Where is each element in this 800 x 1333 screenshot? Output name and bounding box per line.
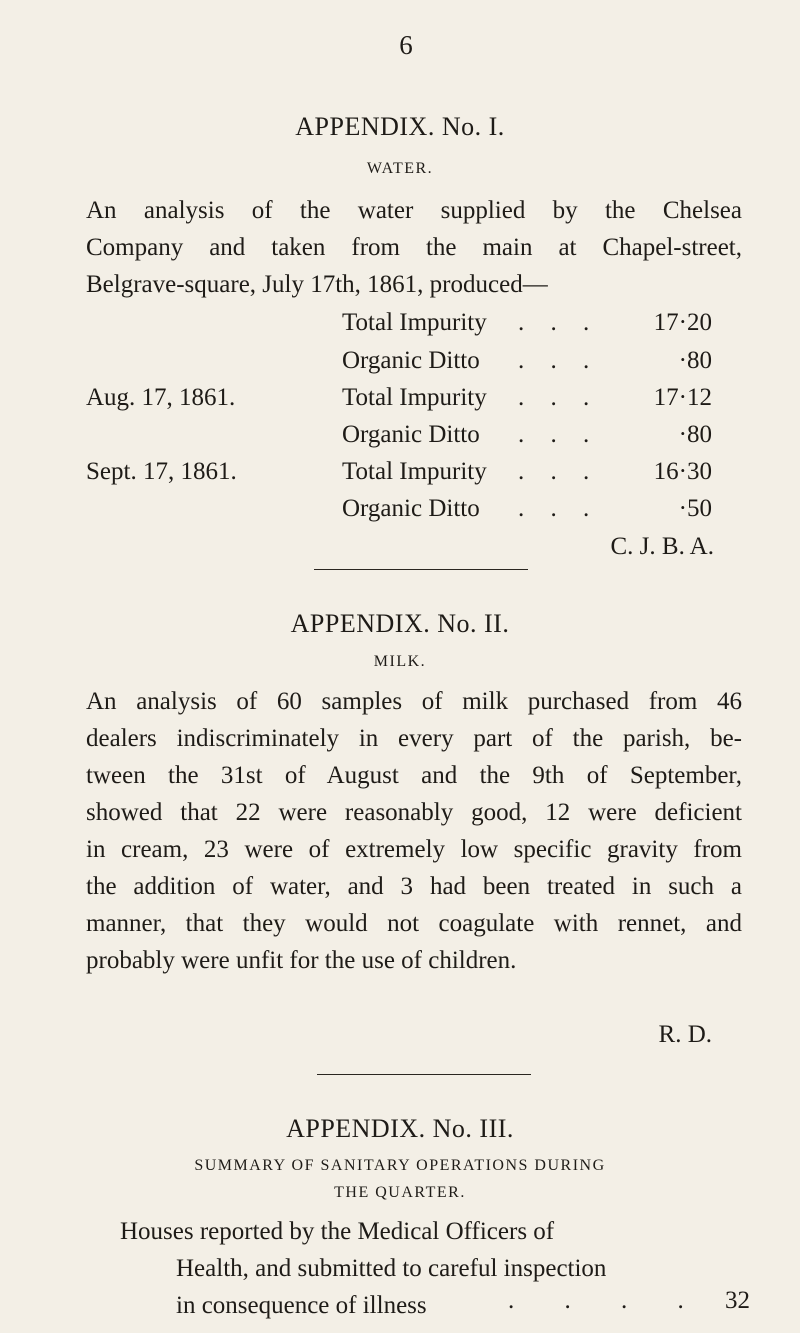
appendix-3-heading: APPENDIX. No. III. — [286, 1114, 514, 1143]
appendix-2-paragraph — [86, 683, 742, 979]
row-dots: . . . — [518, 495, 600, 522]
paragraph-line: probably were unfit for the use of children. — [86, 947, 517, 974]
summary-value: 32 — [725, 1287, 750, 1314]
appendix-2-signature: R. D. — [658, 1021, 712, 1048]
row-value: ·80 — [678, 347, 712, 374]
summary-line: Health, and submitted to careful inspection — [176, 1255, 607, 1282]
paragraph-line: tween the 31st of August and the 9th of September, — [86, 762, 742, 789]
appendix-1-signature: C. J. B. A. — [610, 533, 714, 560]
summary-line: Houses reported by the Medical Officers of — [120, 1218, 555, 1245]
row-date: Aug. 17, 1861. — [86, 384, 236, 411]
appendix-1-paragraph — [86, 192, 742, 303]
section-divider — [317, 1074, 531, 1075]
paragraph-line: the addition of water, and 3 had been treated in such a — [86, 873, 742, 900]
row-value: 16·30 — [653, 458, 712, 485]
appendix-2-heading: APPENDIX. No. II. — [290, 609, 510, 638]
row-dots: . . . — [518, 309, 600, 336]
row-value: 17·20 — [653, 309, 712, 336]
row-label: Total Impurity — [342, 384, 487, 411]
paragraph-line: manner, that they would not coagulate with rennet, and — [86, 910, 742, 937]
row-dots: . . . — [518, 421, 600, 448]
paragraph-line: in cream, 23 were of extremely low specific gravity from — [86, 836, 742, 863]
row-label: Organic Ditto — [342, 421, 480, 448]
appendix-2-subheading: MILK. — [373, 653, 427, 670]
paragraph-line: Belgrave-square, July 17th, 1861, produced— — [86, 271, 548, 298]
row-dots: . . . — [518, 458, 600, 485]
page-number: 6 — [399, 30, 413, 60]
section-divider — [314, 569, 528, 570]
summary-line: in consequence of illness — [176, 1292, 427, 1319]
row-dots: . . . — [518, 384, 600, 411]
paragraph-line: showed that 22 were reasonably good, 12 were deficient — [86, 799, 742, 826]
appendix-1-heading: APPENDIX. No. I. — [295, 112, 505, 141]
row-label: Organic Ditto — [342, 495, 480, 522]
paragraph-line: dealers indiscriminately in every part of the parish, be- — [86, 725, 742, 752]
row-value: 17·12 — [653, 384, 712, 411]
row-label: Total Impurity — [342, 458, 487, 485]
appendix-3-subheading: THE QUARTER. — [334, 1184, 466, 1201]
row-label: Organic Ditto — [342, 347, 480, 374]
row-label: Total Impurity — [342, 309, 487, 336]
row-value: ·50 — [678, 495, 712, 522]
row-dots: . . . — [518, 347, 600, 374]
row-date: Sept. 17, 1861. — [86, 458, 237, 485]
row-value: ·80 — [678, 421, 712, 448]
summary-dots: . . . . — [508, 1287, 706, 1314]
paragraph-line: An analysis of the water supplied by the Chelsea — [86, 197, 742, 224]
paragraph-line: Company and taken from the main at Chapel-street, — [86, 234, 742, 261]
appendix-1-subheading: WATER. — [366, 160, 434, 177]
paragraph-line: An analysis of 60 samples of milk purchased from 46 — [86, 688, 742, 715]
appendix-3-subheading: SUMMARY OF SANITARY OPERATIONS DURING — [194, 1157, 606, 1174]
